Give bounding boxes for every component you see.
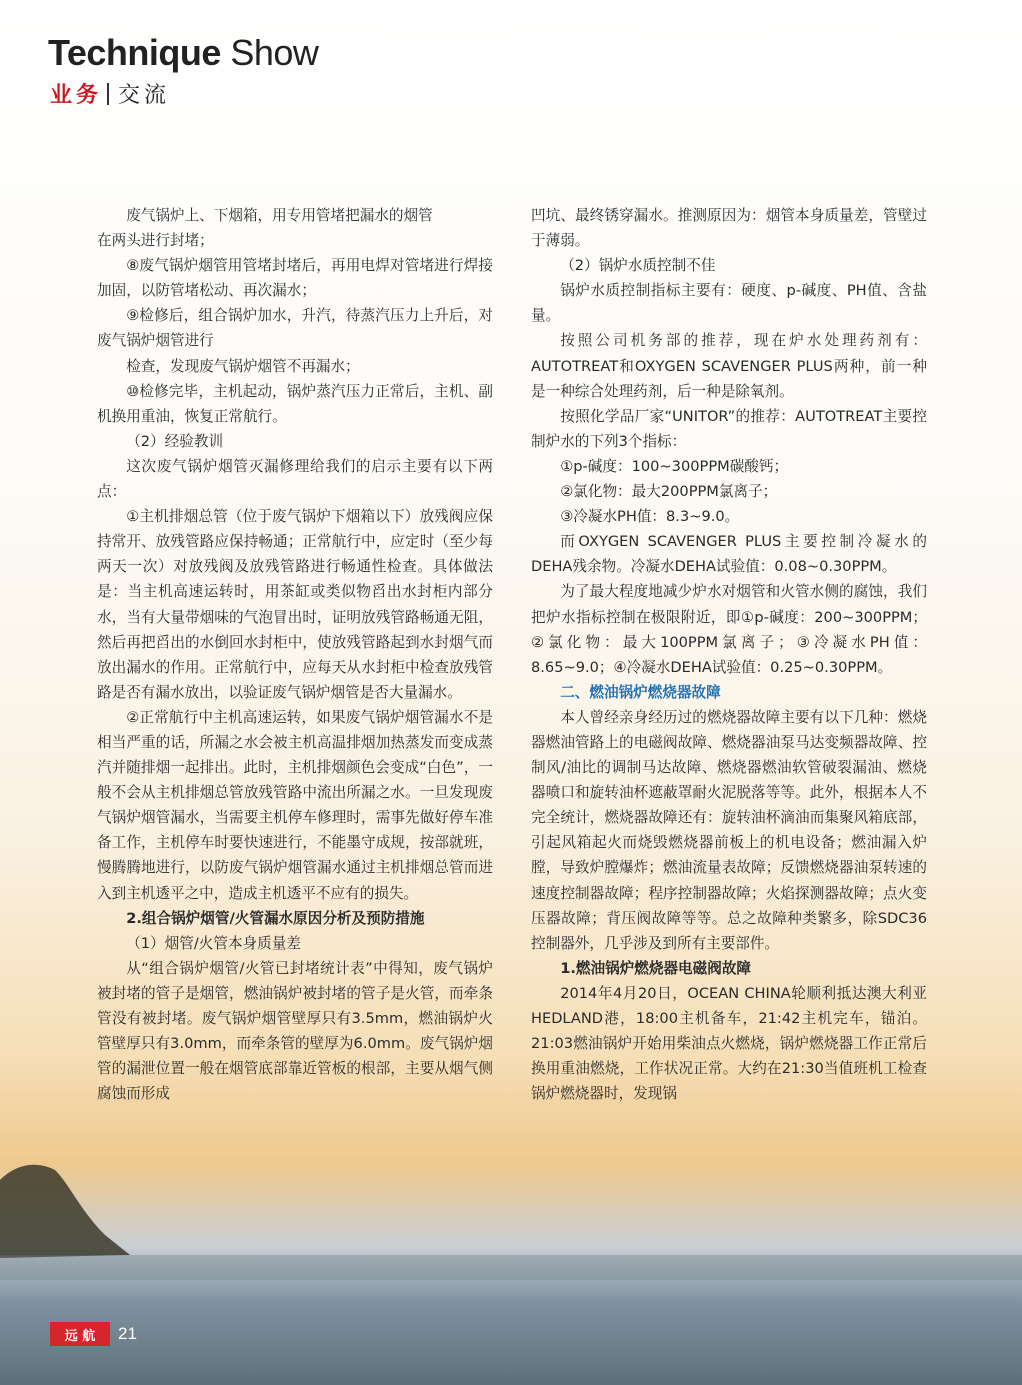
paragraph: 在两头进行封堵； — [97, 232, 214, 250]
paragraph: 1.燃油锅炉燃烧器电磁阀故障 — [560, 959, 752, 977]
paragraph: 凹坑、最终锈穿漏水。推测原因为：烟管本身质量差，管壁过于薄弱。 — [531, 207, 927, 250]
section-subheading — [50, 78, 170, 109]
paragraph: （2）经验教训 — [126, 432, 224, 450]
divider — [107, 83, 109, 105]
paragraph: 锅炉水质控制指标主要有：硬度、p-碱度、PH值、含盐量。 — [531, 282, 927, 325]
paragraph: ②氯化物：最大200PPM氯离子； — [560, 483, 778, 501]
paragraph: （2）锅炉水质控制不佳 — [560, 257, 716, 275]
paragraph: 2.组合锅炉烟管/火管漏水原因分析及预防措施 — [126, 909, 425, 927]
section-label-red: 业务 — [50, 83, 103, 108]
paragraph: 而OXYGEN SCAVENGER PLUS主要控制冷凝水的DEHA残余物。冷凝水DEHA试验值：0.08~0.30PPM。 — [531, 533, 927, 576]
paragraph: 2014年4月20日，OCEAN CHINA轮顺利抵达澳大利亚HEDLAND港，18:00主机备车，21:42主机完车，锚泊。21:03燃油锅炉开始用柴油点火燃烧，锅炉燃烧器工作正常后换用重油燃烧，工作状况正常。大约在21:30当值班机工检查锅炉燃烧器时，发现锅 — [531, 984, 927, 1103]
paragraph: ②正常航行中主机高速运转，如果废气锅炉烟管漏水不是相当严重的话，所漏之水会被主机高温排烟加热蒸发而变成蒸汽并随排烟一起排出。此时，主机排烟颜色会变成“白色”，一般不会从主机排烟总管放残管路中流出所漏之水。一旦发现废气锅炉烟管漏水，当需要主机停车修理时，需事先做好停车准备工作，主机停车时要快速进行，不能墨守成规，按部就班，慢腾腾地进行，以防废气锅炉烟管漏水通过主机排烟总管而进入到主机透平之中，造成主机透平不应有的损失。 — [97, 708, 493, 902]
magazine-section-title — [48, 32, 318, 74]
right-text-column — [531, 203, 927, 1106]
island-silhouette — [0, 1140, 1022, 1280]
paragraph: 检查，发现废气锅炉烟管不再漏水； — [126, 357, 360, 375]
magazine-logo: 远 航 — [50, 1322, 110, 1346]
paragraph: 这次废气锅炉烟管灭漏修理给我们的启示主要有以下两点： — [97, 457, 493, 501]
page-number: 21 — [118, 1324, 137, 1343]
paragraph: ①主机排烟总管（位于废气锅炉下烟箱以下）放残阀应保持常开、放残管路应保持畅通；正常航行中，应定时（至少每两天一次）对放残阀及放残管路进行畅通性检查。具体做法是：当主机高速运转时，用茶缸或类似物舀出水封柜内部分水，当有大量带烟味的气泡冒出时，证明放残管路畅通无阻，然后再把舀出的水倒回水封柜中，使放残管路起到水封烟气而放出漏水的作用。正常航行中，应每天从水封柜中检查放残管路是否有漏水放出，以验证废气锅炉烟管是否大量漏水。 — [97, 508, 493, 701]
paragraph: ③冷凝水PH值：8.3~9.0。 — [560, 508, 740, 526]
paragraph: ⑨检修后，组合锅炉加水，升汽，待蒸汽压力上升后，对废气锅炉烟管进行 — [97, 307, 493, 350]
section-label-dark: 交流 — [118, 83, 171, 108]
left-text-column — [97, 203, 493, 1106]
paragraph: 为了最大程度地减少炉水对烟管和火管水侧的腐蚀，我们把炉水指标控制在极限附近，即①p-碱度：200~300PPM；②氯化物：最大100PPM氯离子；③冷凝水PH值：8.65~9.0；④冷凝水DEHA试验值：0.25~0.30PPM。 — [531, 583, 927, 676]
paragraph: 从“组合锅炉烟管/火管已封堵统计表”中得知，废气锅炉被封堵的管子是烟管，燃油锅炉被封堵的管子是火管，而牵条管没有被封堵。废气锅炉烟管壁厚只有3.5mm，燃油锅炉火管壁厚只有3.0mm，而牵条管的壁厚为6.0mm。废气锅炉烟管的漏泄位置一般在烟管底部靠近管板的根部，主要从烟气侧腐蚀而形成 — [97, 959, 493, 1103]
paragraph: ⑩检修完毕，主机起动，锅炉蒸汽压力正常后，主机、副机换用重油，恢复正常航行。 — [97, 382, 493, 425]
paragraph: 按照化学品厂家“UNITOR”的推荐：AUTOTREAT主要控制炉水的下列3个指标： — [531, 407, 927, 450]
paragraph: 废气锅炉上、下烟箱，用专用管堵把漏水的烟管 — [126, 207, 433, 224]
paragraph: ①p-碱度：100~300PPM碳酸钙； — [560, 457, 789, 475]
title-light: Show — [230, 32, 319, 73]
paragraph: （1）烟管/火管本身质量差 — [126, 934, 301, 952]
paragraph: 按照公司机务部的推荐，现在炉水处理药剂有：AUTOTREAT和OXYGEN SCAVENGER PLUS两种，前一种是一种综合处理药剂，后一种是除氧剂。 — [531, 332, 927, 400]
paragraph: 二、燃油锅炉燃烧器故障 — [560, 683, 721, 701]
paragraph: ⑧废气锅炉烟管用管堵封堵后，再用电焊对管堵进行焊接加固，以防管堵松动、再次漏水； — [97, 257, 493, 300]
paragraph: 本人曾经亲身经历过的燃烧器故障主要有以下几种：燃烧器燃油管路上的电磁阀故障、燃烧器油泵马达变频器故障、控制风/油比的调制马达故障、燃烧器燃油软管破裂漏油、燃烧器喷口和旋转油杯遮蔽罩耐火泥脱落等等。此外，根据本人不完全统计，燃烧器故障还有：旋转油杯滴油而集聚风箱底部，引起风箱起火而烧毁燃烧器前板上的机电设备；燃油漏入炉膛，导致炉膛爆炸；燃油流量表故障；反馈燃烧器油泵转速的速度控制器故障；程序控制器故障；火焰探测器故障；点火变压器故障；背压阀故障等等。总之故障种类繁多，除SDC36控制器外，几乎涉及到所有主要部件。 — [531, 708, 927, 952]
title-bold: Technique — [48, 32, 221, 73]
